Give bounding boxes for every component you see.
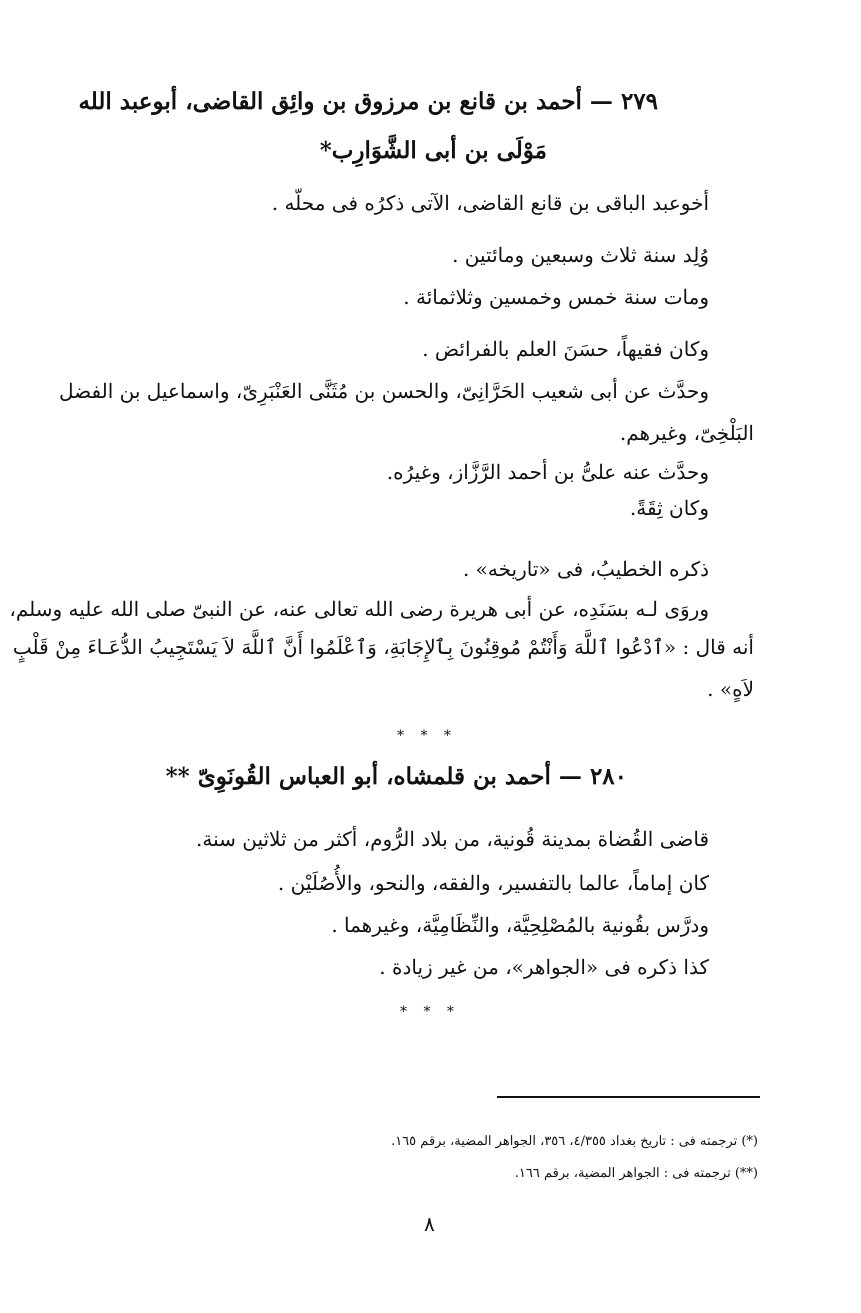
entry-279-para-hadith-l3: لاَهٍ» . [707, 677, 754, 701]
entry-280-para-imam: كان إماماً، عالما بالتفسير، والفقه، والنحو، والأُصُلَيْن . [277, 871, 709, 895]
separator-stars-2: * * * [400, 1004, 460, 1020]
entry-279-para-hadith-l1: وروَى لـه بسَنَدِه، عن أبى هريرة رضى الله تعالى عنه، عن النبىّ صلى الله عليه وسلم، [9, 597, 709, 621]
entry-279-para-thiqa: وكان ثِقَةً. [629, 496, 709, 520]
entry-279-para-died: ومات سنة خمس وخمسين وثلاثمائة . [403, 285, 709, 309]
entry-279-para-faqih: وكان فقيهاً، حسَنَ العلم بالفرائض . [422, 337, 709, 361]
entry-279-para-hadith-l2: أنه قال : «ٱدْعُوا ٱللَّهَ وَأَنْتُمْ مُوقِنُونَ بِٱلإِجَابَةِ، وَٱعْلَمُوا أَنَّ ٱللَّهَ لاَ يَسْتَجِيبُ الدُّعَـاءَ مِنْ قَلْبٍ [12, 635, 754, 659]
entry-280-heading: ٢٨٠ — أحمد بن قلمشاه، أبو العباس القُونَوِىّ ** [165, 763, 627, 790]
entry-279-para-narrated-from-l2: البَلْخِىّ، وغيرهم. [619, 421, 754, 445]
page-number: ٨ [424, 1212, 435, 1236]
footnote-2: (**) ترجمته فى : الجواهر المضية، برقم ١٦٦. [514, 1166, 758, 1181]
entry-280-para-taught: ودرَّس بقُونية بالمُصْلِحِيَّة، والنِّظَامِيَّة، وغيرهما . [331, 913, 709, 937]
entry-279-para-khatib: ذكره الخطيبُ، فى «تاريخه» . [462, 557, 709, 581]
separator-stars-1: * * * [397, 728, 457, 744]
entry-280-para-qadi: قاضى القُضاة بمدينة قُونية، من بلاد الرُّوم، أكثر من ثلاثين سنة. [196, 827, 709, 851]
entry-279-heading-line2: مَوْلَى بن أبى الشَّوَارِب* [319, 137, 547, 164]
footnote-1: (*) ترجمته فى : تاريخ بغداد ٤/٣٥٥، ٣٥٦، الجواهر المضية، برقم ١٦٥. [391, 1134, 758, 1149]
footnote-divider [497, 1096, 760, 1098]
entry-279-para-narrated-from-l1: وحدَّث عن أبى شعيب الحَرَّانِىّ، والحسن بن مُثَنَّى العَنْبَرِىّ، واسماعيل بن الفضل [59, 379, 709, 403]
entry-279-para-born: وُلِد سنة ثلاث وسبعين ومائتين . [452, 243, 709, 267]
entry-280-para-jawahir: كذا ذكره فى «الجواهر»، من غير زيادة . [379, 955, 709, 979]
entry-279-para-narrated-by: وحدَّث عنه علىُّ بن أحمد الرَّزَّاز، وغيرُه. [386, 460, 709, 484]
entry-279-heading-line1: ٢٧٩ — أحمد بن قانع بن مرزوق بن وائِق القاضى، أبوعبد الله [78, 88, 658, 115]
entry-279-para-brother: أخوعبد الباقى بن قانع القاضى، الآتى ذكرُه فى محلّه . [271, 191, 709, 215]
